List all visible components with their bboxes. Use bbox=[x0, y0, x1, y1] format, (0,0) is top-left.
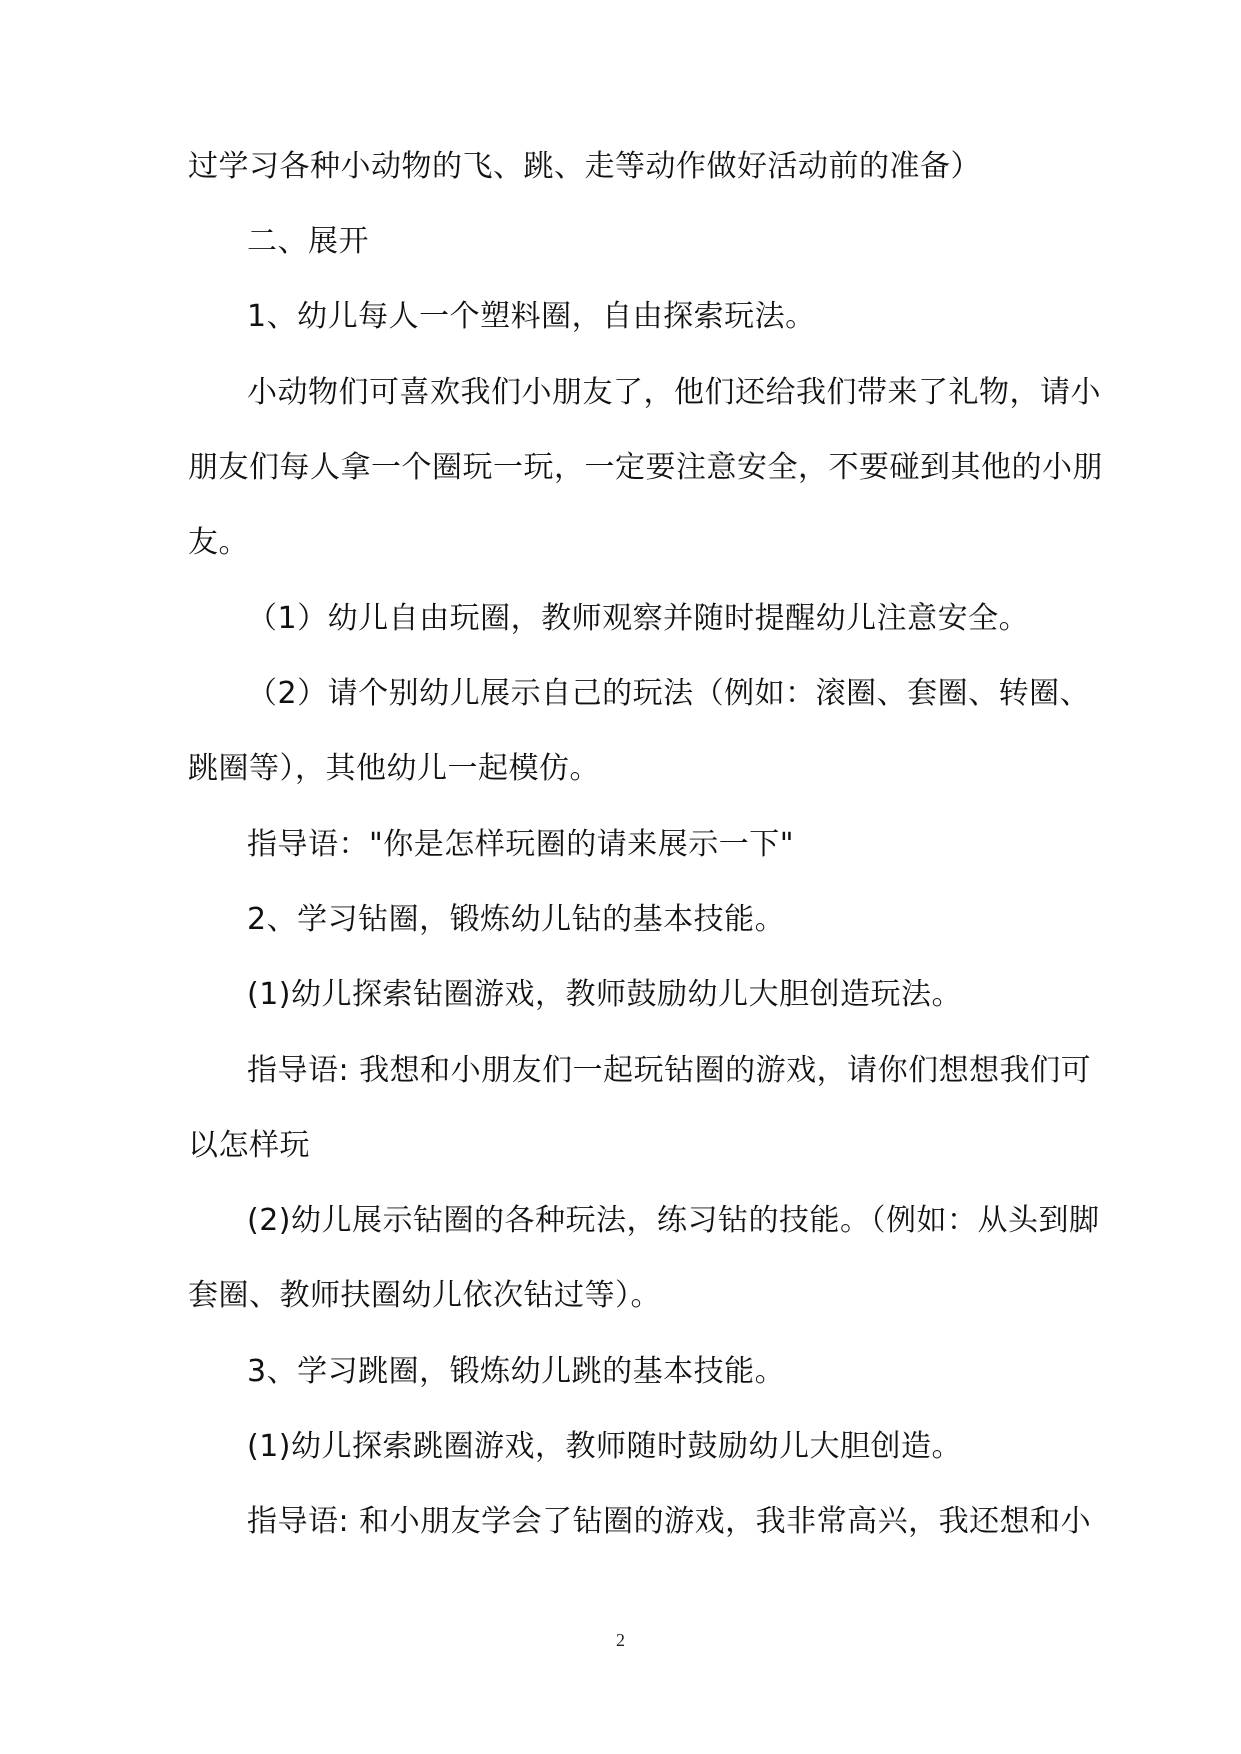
body-text-line: 以怎样玩 bbox=[188, 1128, 310, 1163]
step-heading: 3、学习跳圈，锻炼幼儿跳的基本技能。 bbox=[247, 1354, 786, 1389]
guidance-text: 指导语："你是怎样玩圈的请来展示一下" bbox=[247, 827, 795, 862]
list-item: (1)幼儿探索跳圈游戏，教师随时鼓励幼儿大胆创造。 bbox=[247, 1429, 962, 1464]
list-item: (1)幼儿探索钻圈游戏，教师鼓励幼儿大胆创造玩法。 bbox=[247, 977, 962, 1012]
list-item: (2)幼儿展示钻圈的各种玩法，练习钻的技能。（例如：从头到脚 bbox=[247, 1203, 1100, 1238]
body-text-line: 友。 bbox=[188, 525, 249, 560]
list-item: （2）请个别幼儿展示自己的玩法（例如：滚圈、套圈、转圈、 bbox=[247, 676, 1091, 711]
body-text-line: 过学习各种小动物的飞、跳、走等动作做好活动前的准备） bbox=[188, 149, 981, 184]
list-item: （1）幼儿自由玩圈，教师观察并随时提醒幼儿注意安全。 bbox=[247, 601, 1030, 636]
body-text-line: 朋友们每人拿一个圈玩一玩，一定要注意安全，不要碰到其他的小朋 bbox=[188, 450, 1103, 485]
step-heading: 1、幼儿每人一个塑料圈，自由探索玩法。 bbox=[247, 299, 816, 334]
body-text-line: 套圈、教师扶圈幼儿依次钻过等）。 bbox=[188, 1278, 661, 1313]
guidance-text: 指导语: 我想和小朋友们一起玩钻圈的游戏，请你们想想我们可 bbox=[247, 1053, 1092, 1088]
guidance-text: 指导语: 和小朋友学会了钻圈的游戏，我非常高兴，我还想和小 bbox=[247, 1504, 1092, 1539]
step-heading: 2、学习钻圈，锻炼幼儿钻的基本技能。 bbox=[247, 902, 786, 937]
section-heading: 二、展开 bbox=[247, 224, 369, 259]
page-number: 2 bbox=[616, 1630, 625, 1650]
body-text-line: 跳圈等），其他幼儿一起模仿。 bbox=[188, 751, 600, 786]
body-text-line: 小动物们可喜欢我们小朋友了，他们还给我们带来了礼物，请小 bbox=[247, 375, 1101, 410]
